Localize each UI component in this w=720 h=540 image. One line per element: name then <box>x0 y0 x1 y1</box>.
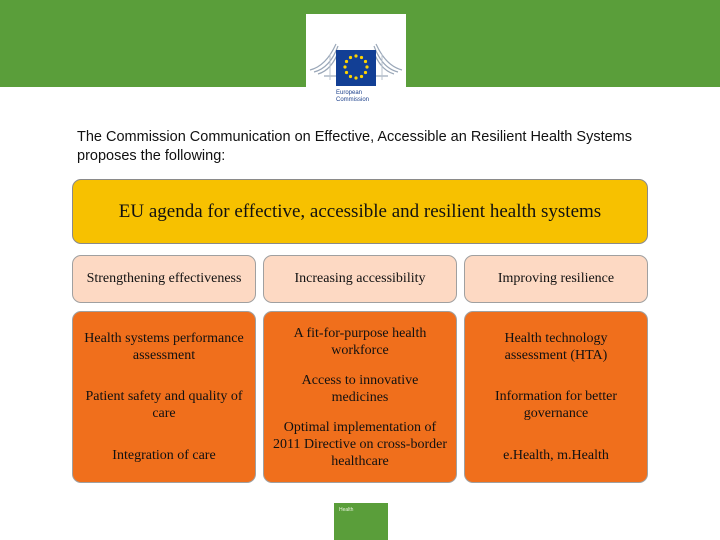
item-health-workforce: A fit-for-purpose health workforce <box>293 325 427 358</box>
european-commission-logo <box>306 14 406 112</box>
agenda-box: EU agenda for effective, accessible and resilient health systems <box>72 179 648 244</box>
logo-line-commission: Commission <box>336 97 370 103</box>
item-innovative-medicines: Access to innovative medicines <box>301 372 419 405</box>
item-performance-assessment: Health systems performance assessment <box>84 331 244 364</box>
column-effectiveness <box>72 311 256 483</box>
logo-line-european: European <box>336 90 363 96</box>
item-ehealth: e.Health, m.Health <box>503 447 609 463</box>
heading-resilience: Improving resilience <box>464 255 648 303</box>
heading-accessibility: Increasing accessibility <box>263 255 457 303</box>
commission-building-icon <box>306 14 406 90</box>
intro-text: The Commission Communication on Effective, Accessible an Resilient Health Systems proposes the following: <box>77 129 632 164</box>
item-cross-border-directive: Optimal implementation of 2011 Directive on cross-border healthcare <box>272 419 448 469</box>
logo-text <box>336 90 369 104</box>
item-patient-safety: Patient safety and quality of care <box>85 389 243 422</box>
heading-effectiveness: Strengthening effectiveness <box>72 255 256 303</box>
column-resilience <box>464 311 648 483</box>
item-information-governance: Information for better governance <box>494 389 618 422</box>
footer-logo-text: Health <box>339 507 354 513</box>
footer-health-logo <box>334 503 388 540</box>
column-accessibility <box>263 311 457 483</box>
item-integration-of-care: Integration of care <box>112 447 216 463</box>
item-hta: Health technology assessment (HTA) <box>504 331 608 364</box>
